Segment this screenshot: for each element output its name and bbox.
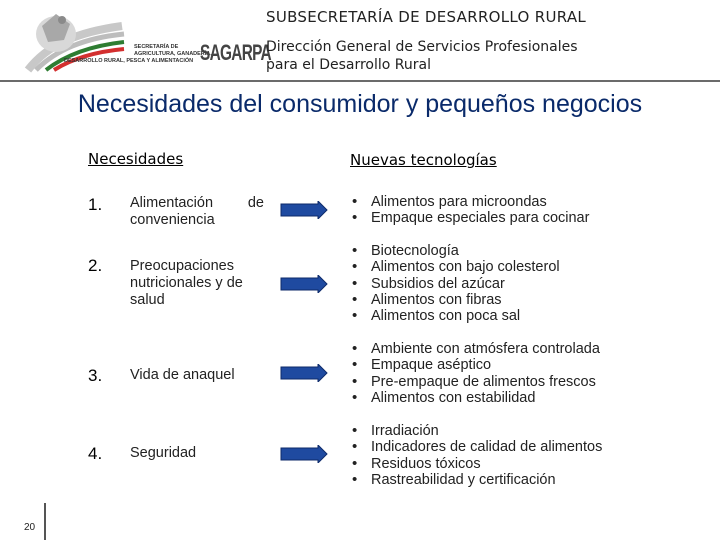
eagle-emblem-icon — [18, 4, 128, 76]
logo-caption-line: DESARROLLO RURAL, PESCA Y ALIMENTACIÓN — [64, 57, 194, 64]
logo-caption-line: SECRETARÍA DE — [134, 44, 179, 50]
header-title: SUBSECRETARÍA DE DESARROLLO RURAL — [266, 8, 587, 26]
header-subtitle-line: para el Desarrollo Rural — [266, 57, 431, 73]
need-label: Seguridad — [130, 445, 197, 461]
needs-column-header: Necesidades — [88, 150, 184, 168]
page-number: 20 — [24, 522, 36, 533]
tech-list — [352, 423, 602, 488]
list-item: • Indicadores de calidad de alimentos — [352, 439, 602, 455]
row-number: 3. — [88, 366, 103, 385]
header-subtitle-line: Dirección General de Servicios Profesionales — [266, 39, 578, 55]
row-number: 2. — [88, 256, 103, 275]
list-item: • Alimentos con estabilidad — [352, 390, 600, 406]
tech-list — [352, 194, 589, 227]
row-number: 4. — [88, 444, 103, 463]
need-label: Vida de anaquel — [130, 367, 235, 383]
logo-caption-line: AGRICULTURA, GANADERÍA, — [134, 50, 212, 57]
list-item: • Rastreabilidad y certificación — [352, 472, 602, 488]
need-label: Preocupaciones nutricionales y de salud — [130, 258, 243, 308]
list-item: • Alimentos para microondas — [352, 194, 589, 210]
list-item: • Alimentos con bajo colesterol — [352, 259, 560, 275]
need-label: Alimentación de conveniencia — [130, 195, 264, 228]
header-subtitle — [266, 38, 578, 74]
arrow-right-icon — [280, 275, 328, 293]
list-item: • Residuos tóxicos — [352, 456, 602, 472]
list-item: • Biotecnología — [352, 243, 560, 259]
list-item: • Empaque aséptico — [352, 357, 600, 373]
tech-list — [352, 243, 560, 324]
row-number: 1. — [88, 195, 103, 214]
arrow-right-icon — [280, 201, 328, 219]
list-item: • Alimentos con fibras — [352, 292, 560, 308]
list-item: • Subsidios del azúcar — [352, 276, 560, 292]
logo-brand: SAGARPA — [200, 40, 271, 65]
tech-column-header: Nuevas tecnologías — [350, 151, 497, 169]
header-divider — [0, 80, 720, 82]
list-item: • Alimentos con poca sal — [352, 308, 560, 324]
list-item: • Empaque especiales para cocinar — [352, 210, 589, 226]
list-item: • Ambiente con atmósfera controlada — [352, 341, 600, 357]
arrow-right-icon — [280, 364, 328, 382]
slide-title: Necesidades del consumidor y pequeños negocios — [77, 90, 643, 118]
footer-divider — [44, 503, 46, 540]
tech-list — [352, 341, 600, 406]
arrow-right-icon — [280, 445, 328, 463]
list-item: • Pre-empaque de alimentos frescos — [352, 374, 600, 390]
list-item: • Irradiación — [352, 423, 602, 439]
